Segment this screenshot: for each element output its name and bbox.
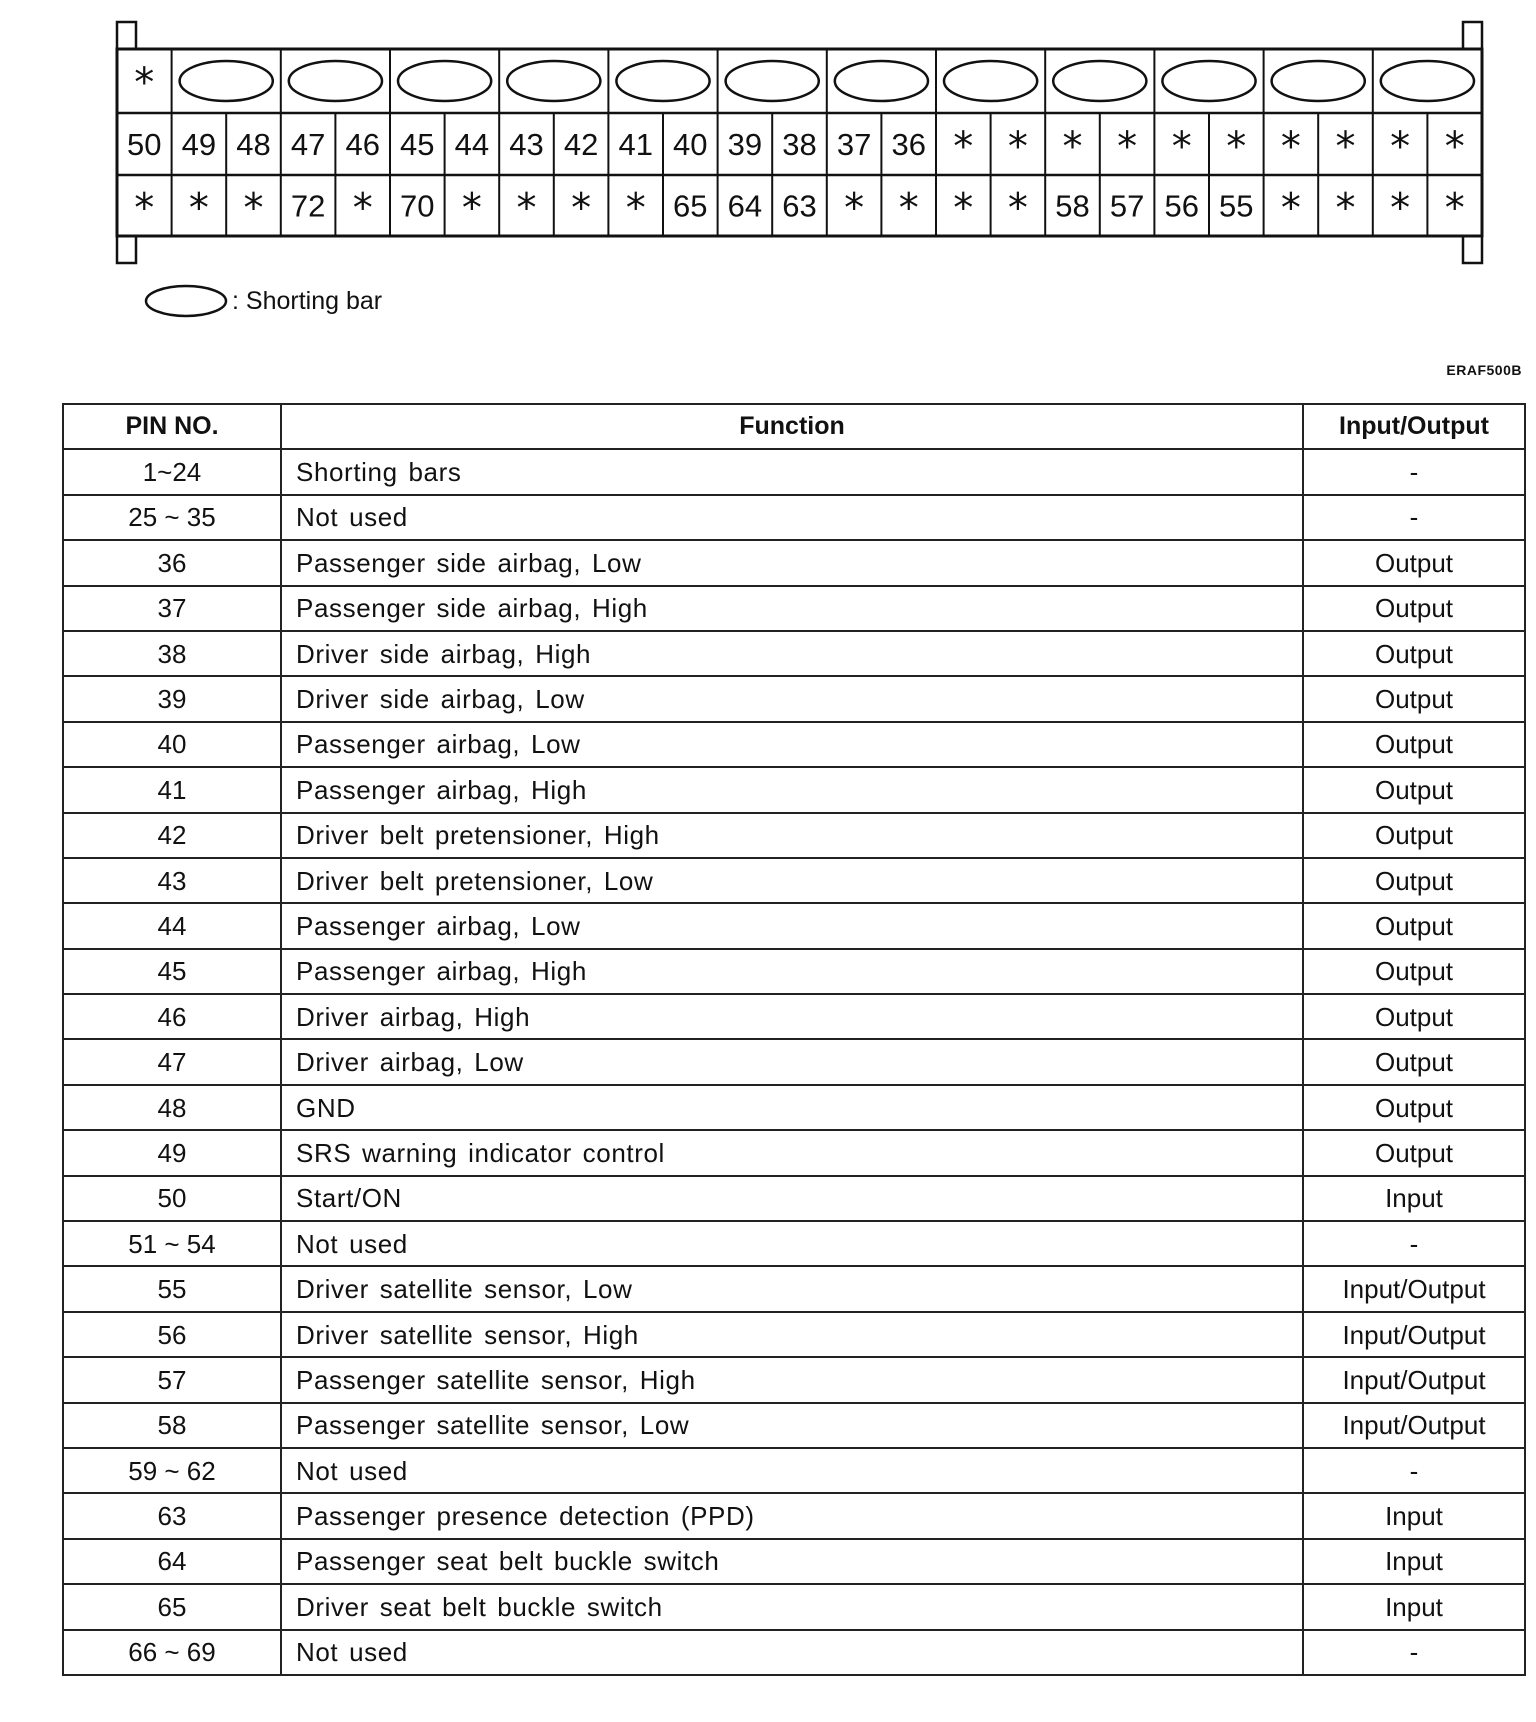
pin-function-table bbox=[62, 403, 1526, 1676]
pin-label: * bbox=[1117, 124, 1138, 170]
pin-label: * bbox=[1444, 185, 1465, 232]
pin-cell: 44 bbox=[63, 903, 281, 948]
io-cell: - bbox=[1303, 1630, 1525, 1675]
pin-label: * bbox=[1007, 124, 1028, 170]
function-cell: Driver belt pretensioner, Low bbox=[281, 858, 1303, 903]
table-row bbox=[63, 1539, 1525, 1584]
right-bottom-tab bbox=[1463, 236, 1482, 263]
io-cell: Input/Output bbox=[1303, 1312, 1525, 1357]
pin-number: 41 bbox=[618, 127, 653, 162]
table-row bbox=[63, 949, 1525, 994]
pin-cell: 46 bbox=[63, 994, 281, 1039]
pin-label: * bbox=[1062, 124, 1083, 170]
pin-label: * bbox=[243, 185, 264, 232]
table-row bbox=[63, 449, 1525, 494]
table-row bbox=[63, 631, 1525, 676]
table-row bbox=[63, 676, 1525, 721]
function-cell: Driver satellite sensor, High bbox=[281, 1312, 1303, 1357]
pin-number: 42 bbox=[563, 127, 599, 162]
table-row bbox=[63, 1448, 1525, 1493]
table-row bbox=[63, 1176, 1525, 1221]
function-cell: Shorting bars bbox=[281, 449, 1303, 494]
pin-cell: 40 bbox=[63, 722, 281, 767]
left-bottom-tab bbox=[117, 236, 136, 263]
function-cell: Not used bbox=[281, 1221, 1303, 1266]
pin-label: * bbox=[188, 185, 209, 232]
pin-cell: 56 bbox=[63, 1312, 281, 1357]
io-cell: Input bbox=[1303, 1584, 1525, 1629]
io-cell: - bbox=[1303, 1221, 1525, 1266]
function-cell: Passenger satellite sensor, Low bbox=[281, 1403, 1303, 1448]
pin-cell: 39 bbox=[63, 676, 281, 721]
function-cell: Not used bbox=[281, 495, 1303, 540]
pin-label: * bbox=[1444, 124, 1465, 170]
io-cell: Output bbox=[1303, 586, 1525, 631]
table-row bbox=[63, 1630, 1525, 1675]
pin-label: * bbox=[1280, 124, 1301, 170]
left-top-tab bbox=[117, 22, 136, 49]
table-row bbox=[63, 1493, 1525, 1538]
pin-number: 57 bbox=[1109, 188, 1145, 224]
io-cell: Output bbox=[1303, 994, 1525, 1039]
pin-cell: 45 bbox=[63, 949, 281, 994]
io-cell: - bbox=[1303, 449, 1525, 494]
right-top-tab bbox=[1463, 22, 1482, 49]
function-cell: Driver side airbag, High bbox=[281, 631, 1303, 676]
connector-diagram bbox=[0, 0, 1536, 275]
io-cell: Output bbox=[1303, 676, 1525, 721]
table-row bbox=[63, 858, 1525, 903]
function-cell: Driver airbag, High bbox=[281, 994, 1303, 1039]
io-cell: Output bbox=[1303, 903, 1525, 948]
function-cell: Passenger seat belt buckle switch bbox=[281, 1539, 1303, 1584]
pin-cell: 65 bbox=[63, 1584, 281, 1629]
pin-number: 70 bbox=[400, 188, 435, 224]
io-cell: Output bbox=[1303, 722, 1525, 767]
pin-cell: 25 ~ 35 bbox=[63, 495, 281, 540]
io-cell: Input/Output bbox=[1303, 1266, 1525, 1311]
pin-cell: 59 ~ 62 bbox=[63, 1448, 281, 1493]
pin-label: * bbox=[571, 185, 592, 232]
pin-cell: 58 bbox=[63, 1403, 281, 1448]
pin-cell: 47 bbox=[63, 1039, 281, 1084]
table-row bbox=[63, 903, 1525, 948]
function-cell: Driver airbag, Low bbox=[281, 1039, 1303, 1084]
table-row bbox=[63, 1584, 1525, 1629]
pin-number: 50 bbox=[127, 127, 162, 162]
table-row bbox=[63, 495, 1525, 540]
pin-number: 43 bbox=[509, 127, 544, 162]
function-cell: Passenger airbag, High bbox=[281, 767, 1303, 812]
pin-cell: 55 bbox=[63, 1266, 281, 1311]
function-cell: Start/ON bbox=[281, 1176, 1303, 1221]
function-cell: Driver satellite sensor, Low bbox=[281, 1266, 1303, 1311]
table-row bbox=[63, 1221, 1525, 1266]
io-cell: - bbox=[1303, 1448, 1525, 1493]
pin-number: 48 bbox=[236, 127, 271, 162]
io-cell: Output bbox=[1303, 858, 1525, 903]
io-cell: Output bbox=[1303, 1130, 1525, 1175]
pin-cell: 48 bbox=[63, 1085, 281, 1130]
pin-label: * bbox=[953, 185, 974, 232]
io-cell: Output bbox=[1303, 767, 1525, 812]
pin-label: * bbox=[1007, 185, 1028, 232]
io-cell: Output bbox=[1303, 949, 1525, 994]
pin-cell: 43 bbox=[63, 858, 281, 903]
pin-number: 58 bbox=[1055, 188, 1090, 224]
function-cell: Passenger side airbag, High bbox=[281, 586, 1303, 631]
io-cell: Output bbox=[1303, 1039, 1525, 1084]
function-cell: SRS warning indicator control bbox=[281, 1130, 1303, 1175]
table-row bbox=[63, 1403, 1525, 1448]
function-cell: Driver seat belt buckle switch bbox=[281, 1584, 1303, 1629]
io-cell: Output bbox=[1303, 1085, 1525, 1130]
figure-code: ERAF500B bbox=[1446, 362, 1522, 378]
function-cell: Driver side airbag, Low bbox=[281, 676, 1303, 721]
function-cell: Passenger airbag, High bbox=[281, 949, 1303, 994]
io-cell: Output bbox=[1303, 631, 1525, 676]
pin-cell: 49 bbox=[63, 1130, 281, 1175]
table-row bbox=[63, 1085, 1525, 1130]
pin-label: * bbox=[516, 185, 537, 232]
pin-number: 47 bbox=[290, 127, 326, 162]
function-cell: Passenger side airbag, Low bbox=[281, 540, 1303, 585]
pin-label: * bbox=[1390, 124, 1411, 170]
pin-number: 37 bbox=[836, 127, 872, 162]
table-row bbox=[63, 722, 1525, 767]
pin-label: * bbox=[1335, 124, 1356, 170]
pin-label: * bbox=[1280, 185, 1301, 232]
io-cell: Input/Output bbox=[1303, 1403, 1525, 1448]
pin-number: 56 bbox=[1164, 188, 1199, 224]
table-row bbox=[63, 1357, 1525, 1402]
shorting-bar-legend-icon bbox=[144, 284, 228, 318]
pin-number: 39 bbox=[727, 127, 763, 162]
pin-number: 44 bbox=[454, 127, 490, 162]
pin-label: * bbox=[844, 185, 865, 232]
pin-label: * bbox=[134, 60, 155, 106]
table-header-row bbox=[63, 404, 1525, 449]
pin-number: 65 bbox=[673, 188, 708, 224]
io-cell: Input bbox=[1303, 1539, 1525, 1584]
io-cell: Output bbox=[1303, 813, 1525, 858]
function-cell: Passenger airbag, Low bbox=[281, 722, 1303, 767]
pin-cell: 66 ~ 69 bbox=[63, 1630, 281, 1675]
table-row bbox=[63, 994, 1525, 1039]
pin-number: 40 bbox=[673, 127, 708, 162]
function-cell: Not used bbox=[281, 1630, 1303, 1675]
header-input-output: Input/Output bbox=[1303, 404, 1525, 449]
function-cell: Passenger presence detection (PPD) bbox=[281, 1493, 1303, 1538]
function-cell: GND bbox=[281, 1085, 1303, 1130]
table-row bbox=[63, 1266, 1525, 1311]
io-cell: Output bbox=[1303, 540, 1525, 585]
table-row bbox=[63, 1130, 1525, 1175]
io-cell: Input bbox=[1303, 1176, 1525, 1221]
table-row bbox=[63, 1039, 1525, 1084]
pin-number: 49 bbox=[181, 127, 217, 162]
pin-cell: 57 bbox=[63, 1357, 281, 1402]
function-cell: Passenger airbag, Low bbox=[281, 903, 1303, 948]
pin-cell: 41 bbox=[63, 767, 281, 812]
pin-label: * bbox=[625, 185, 646, 232]
table-row bbox=[63, 1312, 1525, 1357]
pin-number: 36 bbox=[891, 127, 926, 162]
header-pin-no: PIN NO. bbox=[63, 404, 281, 449]
pin-number: 63 bbox=[782, 188, 817, 224]
pin-label: * bbox=[134, 185, 155, 232]
pin-label: * bbox=[1390, 185, 1411, 232]
table-row bbox=[63, 813, 1525, 858]
shorting-bar-legend-label: : Shorting bar bbox=[232, 286, 383, 315]
function-cell: Passenger satellite sensor, High bbox=[281, 1357, 1303, 1402]
pin-label: * bbox=[953, 124, 974, 170]
pin-label: * bbox=[1335, 185, 1356, 232]
function-cell: Not used bbox=[281, 1448, 1303, 1493]
pin-number: 38 bbox=[782, 127, 817, 162]
table-row bbox=[63, 540, 1525, 585]
pin-number: 45 bbox=[400, 127, 435, 162]
pin-cell: 37 bbox=[63, 586, 281, 631]
io-cell: - bbox=[1303, 495, 1525, 540]
table-row bbox=[63, 767, 1525, 812]
table-row bbox=[63, 586, 1525, 631]
function-cell: Driver belt pretensioner, High bbox=[281, 813, 1303, 858]
pin-cell: 50 bbox=[63, 1176, 281, 1221]
pin-cell: 51 ~ 54 bbox=[63, 1221, 281, 1266]
pin-number: 64 bbox=[727, 188, 763, 224]
pin-cell: 64 bbox=[63, 1539, 281, 1584]
pin-cell: 36 bbox=[63, 540, 281, 585]
pin-number: 72 bbox=[290, 188, 326, 224]
pin-cell: 1~24 bbox=[63, 449, 281, 494]
io-cell: Input bbox=[1303, 1493, 1525, 1538]
pin-number: 55 bbox=[1219, 188, 1254, 224]
pin-cell: 38 bbox=[63, 631, 281, 676]
pin-cell: 42 bbox=[63, 813, 281, 858]
pin-label: * bbox=[1171, 124, 1192, 170]
header-function: Function bbox=[281, 404, 1303, 449]
pin-label: * bbox=[898, 185, 919, 232]
pin-label: * bbox=[461, 185, 482, 232]
pin-number: 46 bbox=[345, 127, 380, 162]
shorting-bar-legend bbox=[144, 284, 382, 318]
pin-label: * bbox=[352, 185, 373, 232]
io-cell: Input/Output bbox=[1303, 1357, 1525, 1402]
pin-cell: 63 bbox=[63, 1493, 281, 1538]
pin-label: * bbox=[1226, 124, 1247, 170]
